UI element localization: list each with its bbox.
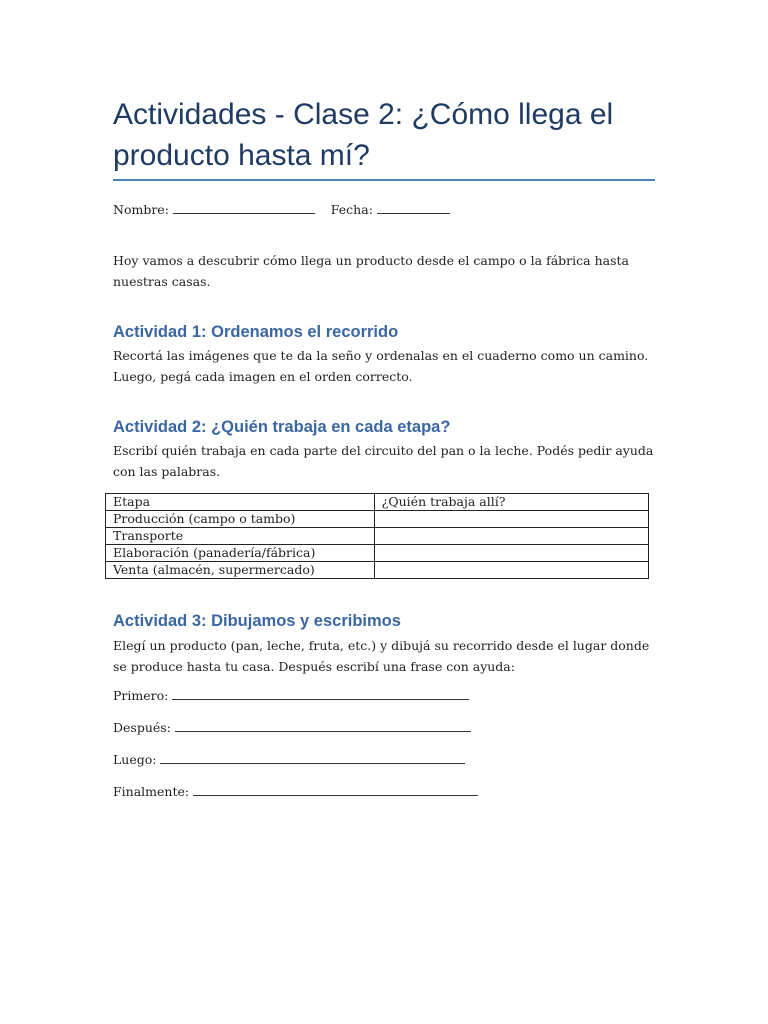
name-blank[interactable] [173, 201, 315, 214]
title-underline [113, 179, 655, 181]
name-date-row [113, 200, 658, 220]
table-row [106, 528, 649, 545]
table-cell-stage: Venta (almacén, supermercado) [106, 562, 375, 579]
prompt-label: Finalmente: [113, 784, 190, 799]
date-blank[interactable] [377, 201, 450, 214]
table-row [106, 562, 649, 579]
table-cell-stage: Producción (campo o tambo) [106, 511, 375, 528]
activity1-text: Recortá las imágenes que te da la seño y ordenalas en el cuaderno como un camino. Luego, pegá cada imagen en el orden correcto. [113, 348, 649, 384]
table-cell-stage: Elaboración (panadería/fábrica) [106, 545, 375, 562]
prompt-label: Luego: [113, 752, 157, 767]
table-cell-who[interactable] [374, 511, 648, 528]
prompt-line-first [113, 686, 658, 706]
name-label: Nombre: [113, 202, 169, 217]
prompt-label: Primero: [113, 688, 169, 703]
table-header-who: ¿Quién trabaja allí? [374, 494, 648, 511]
prompt-blank[interactable] [160, 751, 465, 764]
activity2-text: Escribí quién trabaja en cada parte del circuito del pan o la leche. Podés pedir ayuda con las palabras. [113, 443, 654, 479]
table-cell-who[interactable] [374, 562, 648, 579]
prompt-blank[interactable] [193, 783, 478, 796]
intro-paragraph: Hoy vamos a descubrir cómo llega un producto desde el campo o la fábrica hasta nuestras casas. [113, 253, 629, 289]
prompt-line-then [113, 750, 658, 770]
activity2-heading: Actividad 2: ¿Quién trabaja en cada etapa? [113, 418, 451, 436]
activity1-heading: Actividad 1: Ordenamos el recorrido [113, 323, 399, 341]
table-row [106, 511, 649, 528]
table-header-stage: Etapa [106, 494, 375, 511]
prompt-line-finally [113, 782, 658, 802]
prompt-blank[interactable] [175, 719, 471, 732]
table-cell-who[interactable] [374, 545, 648, 562]
stages-table [105, 493, 649, 579]
table-row [106, 545, 649, 562]
prompt-blank[interactable] [172, 687, 469, 700]
prompt-line-after [113, 718, 658, 738]
table-header-row [106, 494, 649, 511]
prompt-label: Después: [113, 720, 171, 735]
table-cell-who[interactable] [374, 528, 648, 545]
page-title: Actividades - Clase 2: ¿Cómo llega el producto hasta mí? [113, 98, 614, 172]
activity3-text: Elegí un producto (pan, leche, fruta, etc.) y dibujá su recorrido desde el lugar donde se produce hasta tu casa. Después escribí una frase con ayuda: [113, 638, 650, 674]
table-cell-stage: Transporte [106, 528, 375, 545]
date-label: Fecha: [330, 202, 373, 217]
activity3-heading: Actividad 3: Dibujamos y escribimos [113, 612, 401, 630]
